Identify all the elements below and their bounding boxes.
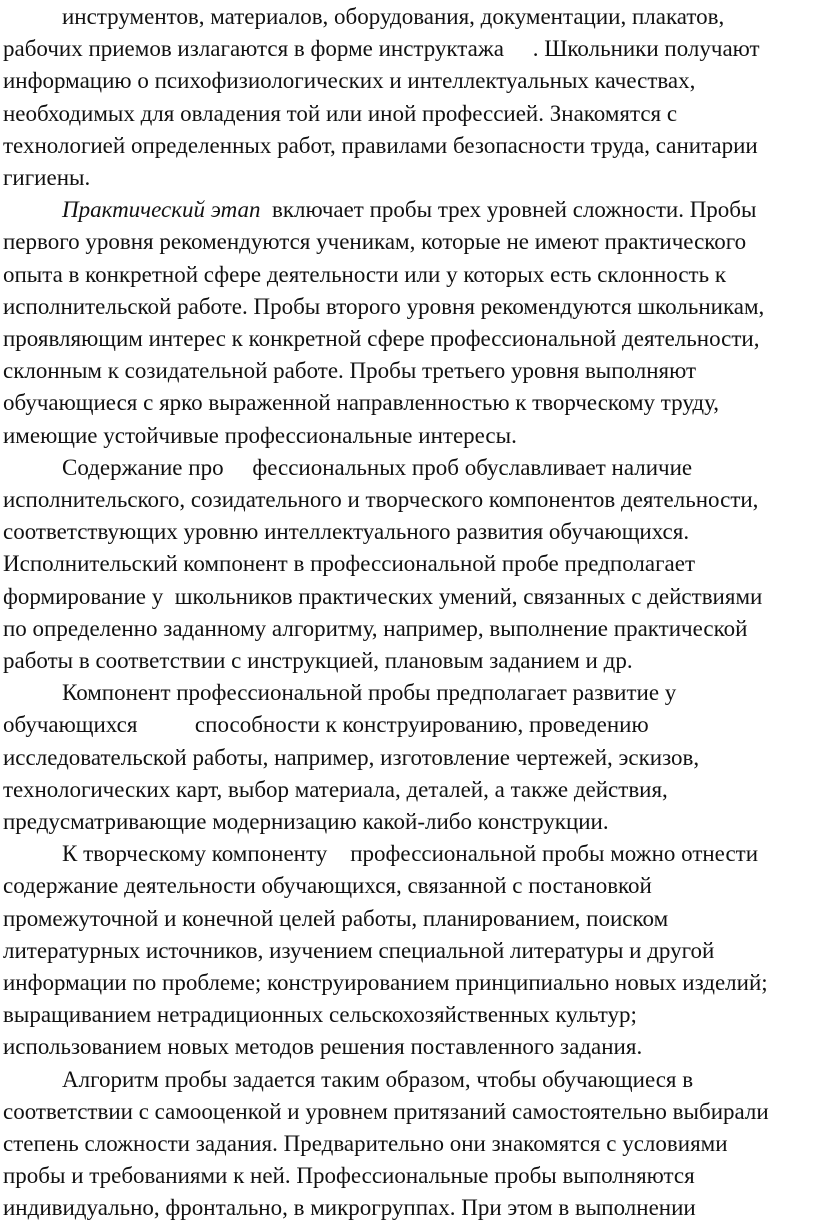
text-line [3, 935, 714, 967]
text-line [62, 194, 756, 226]
line-text: включает пробы трех уровней сложности. Пробы [260, 197, 757, 223]
line-text: первого уровня рекомендуются ученикам, которые не имеют практического [3, 229, 747, 255]
line-text: инструментов, материалов, оборудования, документации, плакатов, [62, 4, 725, 29]
line-text: степень сложности задания. Предварительно они знакомятся с условиями [3, 1131, 728, 1156]
line-text: опыта в конкретной сфере деятельности или у которых есть склонность к [3, 261, 727, 287]
text-line [62, 452, 692, 484]
line-text: по определенно заданному алгоритму, например, выполнение практической [3, 615, 748, 641]
text-line [3, 162, 90, 194]
text-line [3, 709, 649, 741]
text-line [3, 870, 652, 902]
text-line [3, 355, 696, 387]
line-text: информации по проблеме; конструированием принципиально новых изделий; [3, 970, 768, 995]
line-text: использованием новых методов решения поставленного задания. [3, 1034, 643, 1060]
line-text: формирование у школьников практических умений, связанных с действиями [3, 583, 763, 609]
line-text: проявляющим интерес к конкретной сфере профессиональной деятельности, [3, 326, 760, 351]
line-text: соответствии с самооценкой и уровнем притязаний самостоятельно выбирали [3, 1098, 769, 1124]
line-text: Компонент профессиональной пробы предполагает развитие у [62, 680, 677, 706]
line-text: склонным к созидательной работе. Пробы третьего уровня выполняют [3, 358, 697, 384]
line-text: обучающиеся с ярко выраженной направленностью к творческому труду, [3, 390, 720, 416]
text-line [3, 774, 668, 806]
line-text: Содержание про фессиональных проб обуславливает наличие [62, 454, 693, 480]
line-text: рабочих приемов излагаются в форме инструктажа . Школьники получают [3, 36, 760, 62]
text-line [3, 1192, 696, 1224]
line-text: исследовательской работы, например, изготовление чертежей, эскизов, [3, 744, 700, 770]
line-text: соответствующих уровню интеллектуального развития обучающихся. [3, 519, 690, 545]
text-line [3, 226, 746, 258]
line-text: исполнительской работе. Пробы второго уровня рекомендуются школьникам, [3, 293, 765, 319]
line-text: К творческому компоненту профессиональной пробы можно отнести [62, 841, 759, 867]
line-text: пробы и требованиями к ней. Профессиональные пробы выполняются [3, 1163, 695, 1189]
text-line [3, 613, 747, 645]
line-text: обучающихся способности к конструированию, проведению [3, 712, 649, 738]
text-line [3, 645, 633, 677]
text-line [3, 130, 758, 162]
text-line [3, 516, 689, 548]
line-text: индивидуально, фронтально, в микрогруппах. При этом в выполнении [3, 1195, 696, 1221]
text-line [3, 291, 764, 323]
text-line [62, 838, 758, 870]
text-line [3, 903, 668, 935]
text-line [3, 967, 768, 999]
text-line [3, 1031, 642, 1063]
text-line [3, 1128, 728, 1160]
text-line [3, 548, 695, 580]
line-text: технологических карт, выбор материала, деталей, а также действия, [3, 776, 668, 802]
text-line [3, 387, 719, 419]
line-text: работы в соответствии с инструкцией, плановым заданием и др. [3, 648, 633, 673]
text-line [3, 999, 637, 1031]
italic-term: Практический этап [62, 197, 261, 223]
line-text: предусматривающие модернизацию какой-либо конструкции. [3, 809, 609, 834]
text-line [3, 1096, 769, 1128]
text-line [3, 65, 695, 97]
text-line [3, 806, 609, 838]
text-line [3, 1160, 695, 1192]
line-text: имеющие устойчивые профессиональные интересы. [3, 422, 517, 448]
line-text: информацию о психофизиологических и интеллектуальных качествах, [3, 68, 696, 94]
line-text: Алгоритм пробы задается таким образом, чтобы обучающиеся в [62, 1066, 694, 1092]
line-text: гигиены. [3, 165, 91, 190]
line-text: промежуточной и конечной целей работы, планированием, поиском [3, 905, 669, 931]
text-line [3, 259, 726, 291]
line-text: исполнительского, созидательного и творческого компонентов деятельности, [3, 487, 759, 512]
line-text: технологией определенных работ, правилами безопасности труда, санитарии [3, 132, 758, 158]
text-line [3, 420, 517, 452]
line-text: необходимых для овладения той или иной профессией. Знакомятся с [3, 100, 678, 126]
text-line [3, 484, 758, 516]
line-text: выращиванием нетрадиционных сельскохозяйственных культур; [3, 1002, 637, 1028]
line-text: литературных источников, изучением специальной литературы и другой [3, 937, 715, 963]
line-text: Исполнительский компонент в профессиональной пробе предполагает [3, 551, 696, 577]
line-text: содержание деятельности обучающихся, связанной с постановкой [3, 873, 652, 899]
text-line [3, 323, 759, 355]
text-line [62, 677, 676, 709]
text-line [3, 33, 760, 65]
text-line [62, 1, 724, 33]
text-line [3, 581, 762, 613]
text-line [3, 98, 677, 130]
text-line [3, 742, 699, 774]
text-line [62, 1064, 693, 1096]
